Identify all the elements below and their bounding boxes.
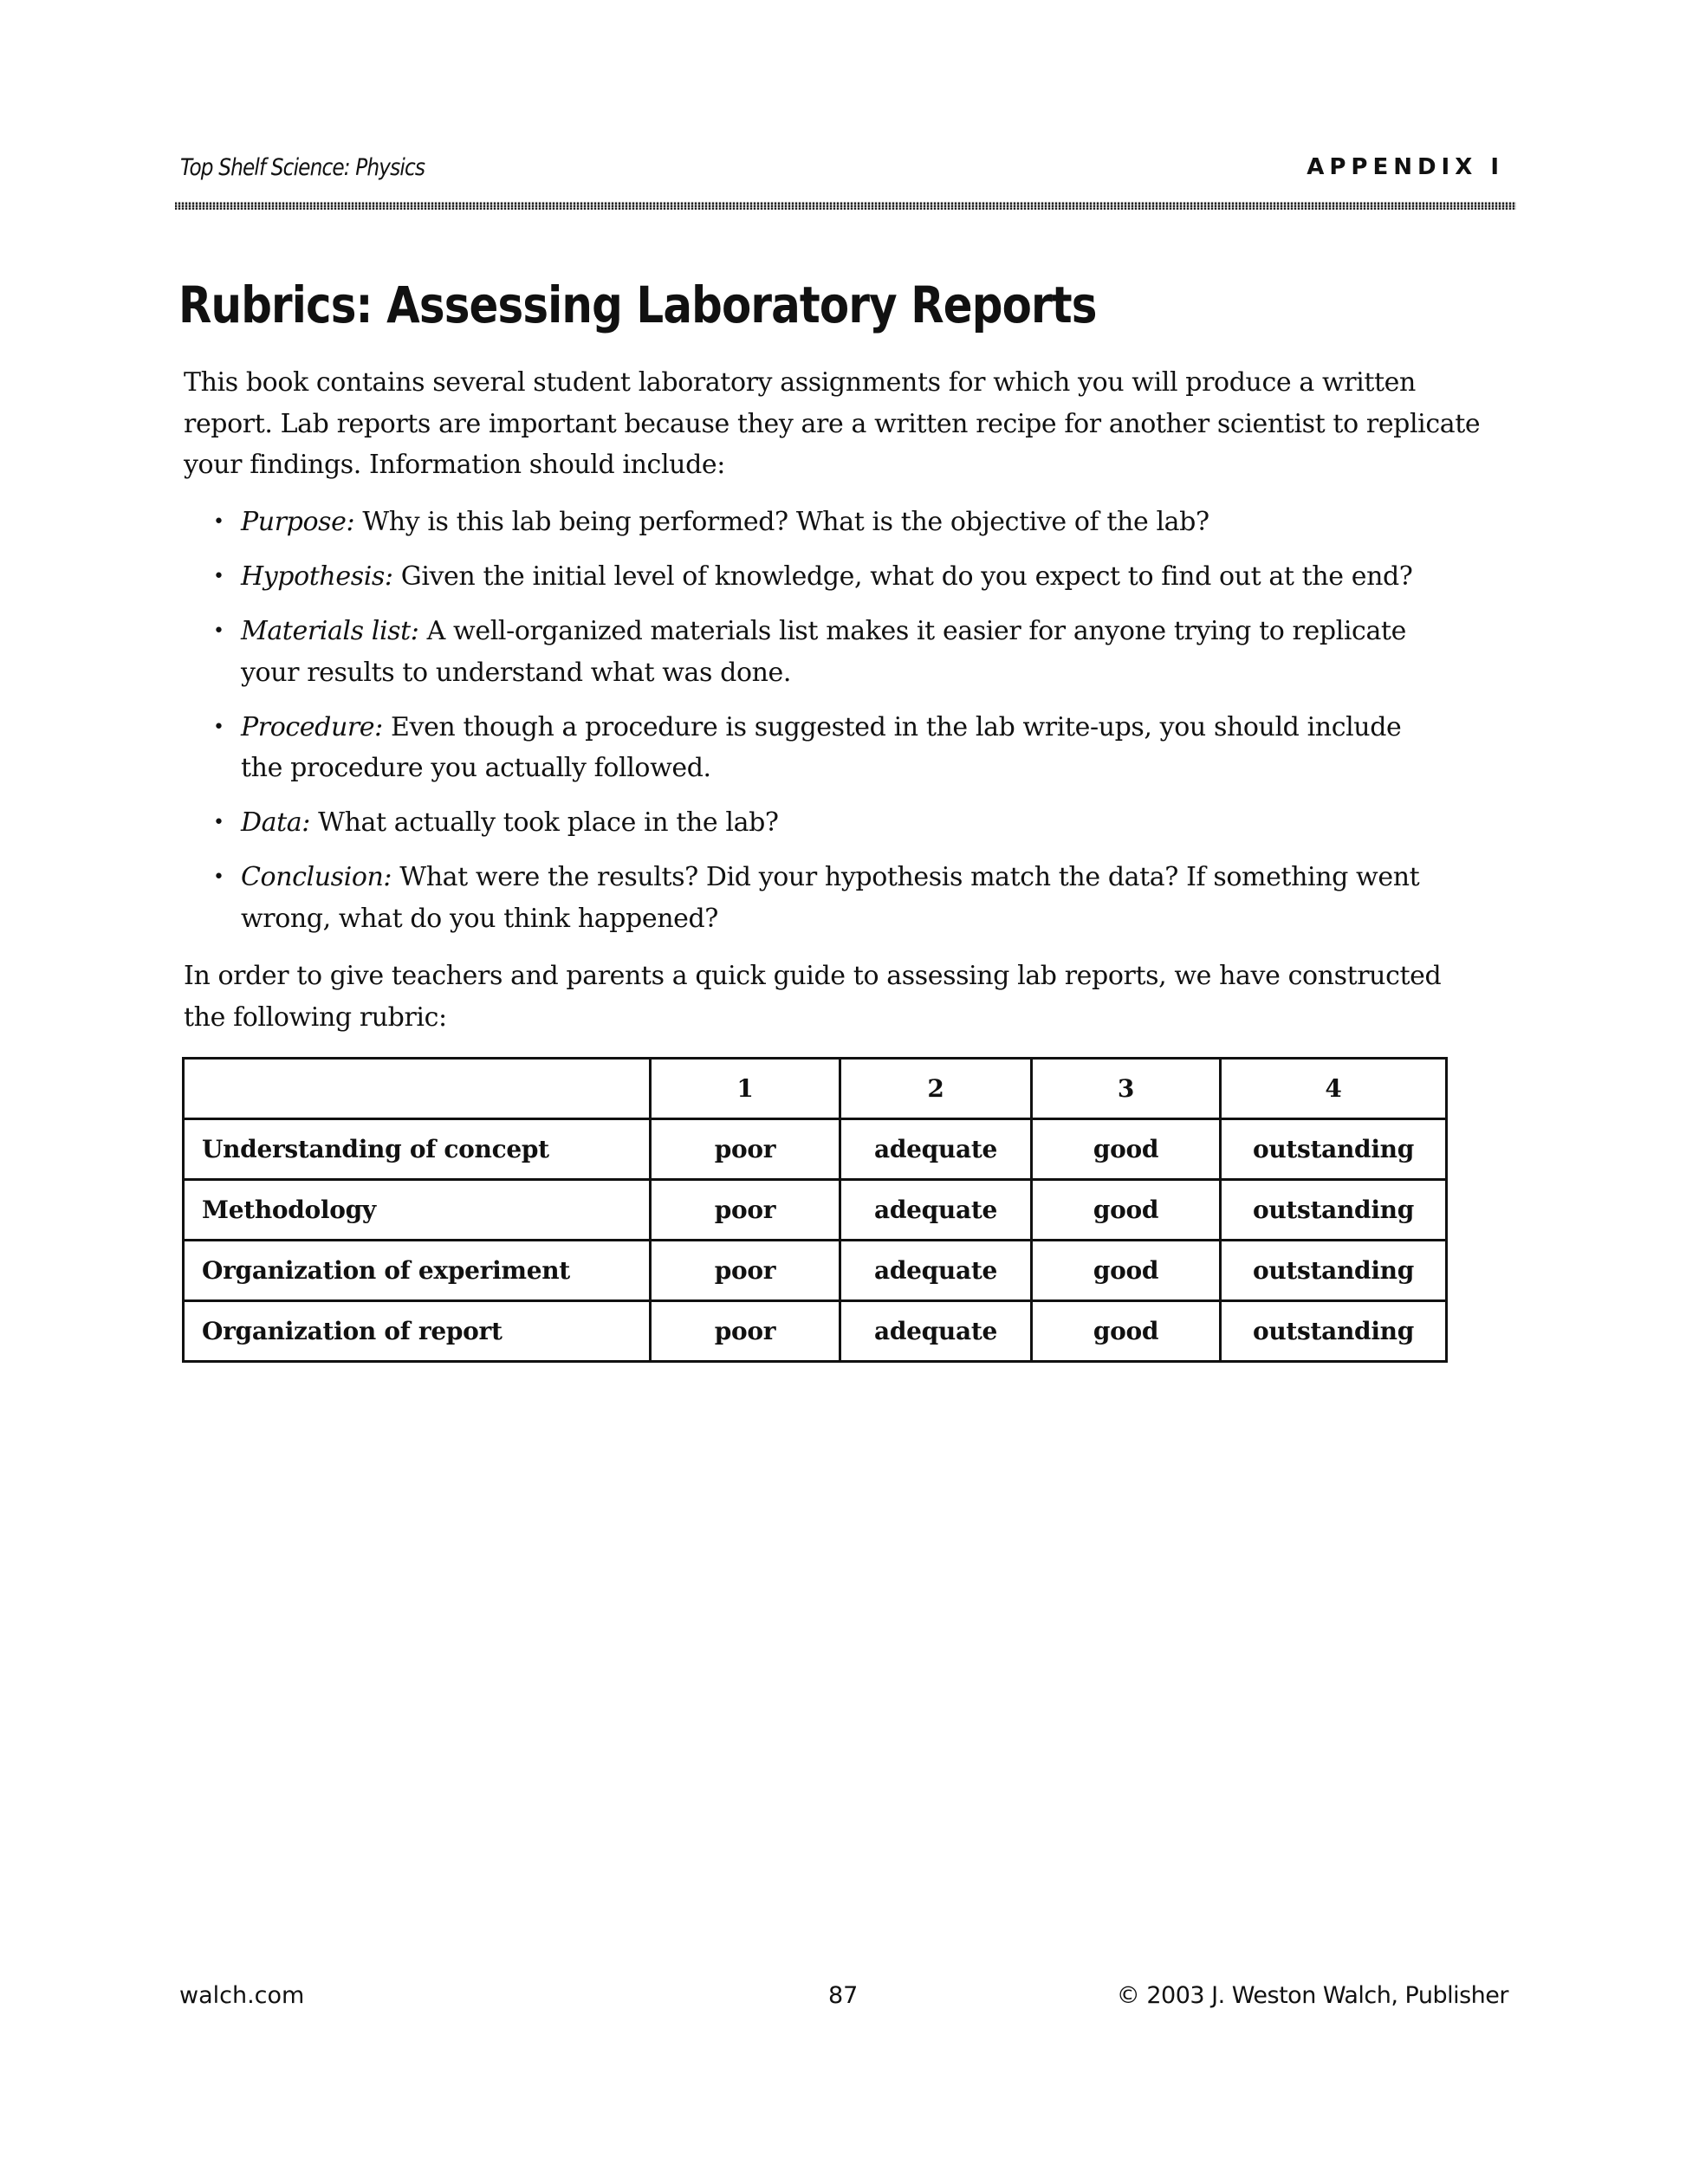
criterion-cell: Organization of report — [184, 1301, 651, 1362]
rating-cell: adequate — [840, 1241, 1032, 1301]
bullet-text: What actually took place in the lab? — [318, 807, 779, 838]
rating-cell: adequate — [840, 1180, 1032, 1241]
rubric-table — [182, 1057, 1448, 1363]
section-label: APPENDIX I — [1307, 154, 1504, 180]
intro-line: This book contains several student laboratory assignments for which you will produce a written — [184, 367, 1416, 398]
list-item-materials-list — [184, 611, 1419, 693]
outro-line: In order to give teachers and parents a quick guide to assessing lab reports, we have constructed — [184, 961, 1442, 991]
list-item-data — [184, 802, 1419, 844]
bullet-text: What were the results? Did your hypothesis match the data? If something went — [399, 862, 1420, 892]
rating-cell: outstanding — [1221, 1119, 1447, 1180]
bullet-text: A well-organized materials list makes it easier for anyone trying to replicate — [426, 616, 1406, 646]
rating-cell: poor — [651, 1180, 840, 1241]
rating-cell: poor — [651, 1301, 840, 1362]
bullet-term: Data: — [241, 807, 310, 838]
table-row — [184, 1119, 1447, 1180]
table-row — [184, 1301, 1447, 1362]
rating-cell: poor — [651, 1241, 840, 1301]
list-item-purpose — [184, 502, 1419, 543]
bullet-icon: • — [213, 511, 224, 533]
rating-cell: outstanding — [1221, 1301, 1447, 1362]
criterion-cell: Methodology — [184, 1180, 651, 1241]
intro-line: report. Lab reports are important because they are a written recipe for another scientist to replicate — [184, 408, 1481, 439]
bullet-text: Why is this lab being performed? What is the objective of the lab? — [362, 507, 1209, 537]
rating-cell: adequate — [840, 1119, 1032, 1180]
rating-cell: outstanding — [1221, 1180, 1447, 1241]
bullet-text: the procedure you actually followed. — [241, 753, 711, 783]
column-header-criterion — [184, 1059, 651, 1119]
bullet-text: wrong, what do you think happened? — [241, 903, 718, 934]
list-item-procedure — [184, 707, 1419, 789]
rating-cell: poor — [651, 1119, 840, 1180]
column-header-3: 3 — [1032, 1059, 1221, 1119]
column-header-2: 2 — [840, 1059, 1032, 1119]
bullet-icon: • — [213, 716, 224, 738]
rating-cell: good — [1032, 1180, 1221, 1241]
rating-cell: good — [1032, 1119, 1221, 1180]
bullet-icon: • — [213, 566, 224, 587]
bullet-text: your results to understand what was done. — [241, 657, 792, 688]
rating-cell: good — [1032, 1301, 1221, 1362]
bullet-text: Given the initial level of knowledge, what do you expect to find out at the end? — [400, 561, 1413, 592]
bullet-term: Materials list: — [241, 616, 419, 646]
bullet-icon: • — [213, 812, 224, 833]
rating-cell: good — [1032, 1241, 1221, 1301]
report-components-list — [184, 502, 1419, 953]
running-head: Top Shelf Science: Physics — [180, 154, 425, 181]
bullet-term: Procedure: — [241, 711, 383, 742]
header-rule — [175, 202, 1516, 210]
table-row — [184, 1241, 1447, 1301]
rating-cell: adequate — [840, 1301, 1032, 1362]
list-item-hypothesis — [184, 556, 1419, 598]
criterion-cell: Organization of experiment — [184, 1241, 651, 1301]
page-header — [180, 154, 1516, 185]
column-header-1: 1 — [651, 1059, 840, 1119]
page-title: Rubrics: Assessing Laboratory Reports — [178, 275, 1097, 334]
list-item-conclusion — [184, 857, 1419, 939]
rating-cell: outstanding — [1221, 1241, 1447, 1301]
footer-page-number: 87 — [828, 1982, 859, 2009]
bullet-term: Hypothesis: — [241, 561, 393, 592]
table-header-row — [184, 1059, 1447, 1119]
intro-line: your findings. Information should include: — [184, 450, 725, 480]
bullet-text: Even though a procedure is suggested in the lab write-ups, you should include — [391, 711, 1402, 742]
column-header-4: 4 — [1221, 1059, 1447, 1119]
criterion-cell: Understanding of concept — [184, 1119, 651, 1180]
footer-copyright: © 2003 J. Weston Walch, Publisher — [1116, 1982, 1508, 2009]
outro-paragraph — [184, 956, 1441, 1038]
table-row — [184, 1180, 1447, 1241]
outro-line: the following rubric: — [184, 1001, 447, 1033]
bullet-icon: • — [213, 866, 224, 888]
footer-website: walch.com — [179, 1982, 305, 2009]
bullet-icon: • — [213, 620, 224, 642]
intro-paragraph — [184, 362, 1480, 486]
bullet-term: Conclusion: — [241, 862, 392, 892]
bullet-term: Purpose: — [241, 507, 355, 537]
